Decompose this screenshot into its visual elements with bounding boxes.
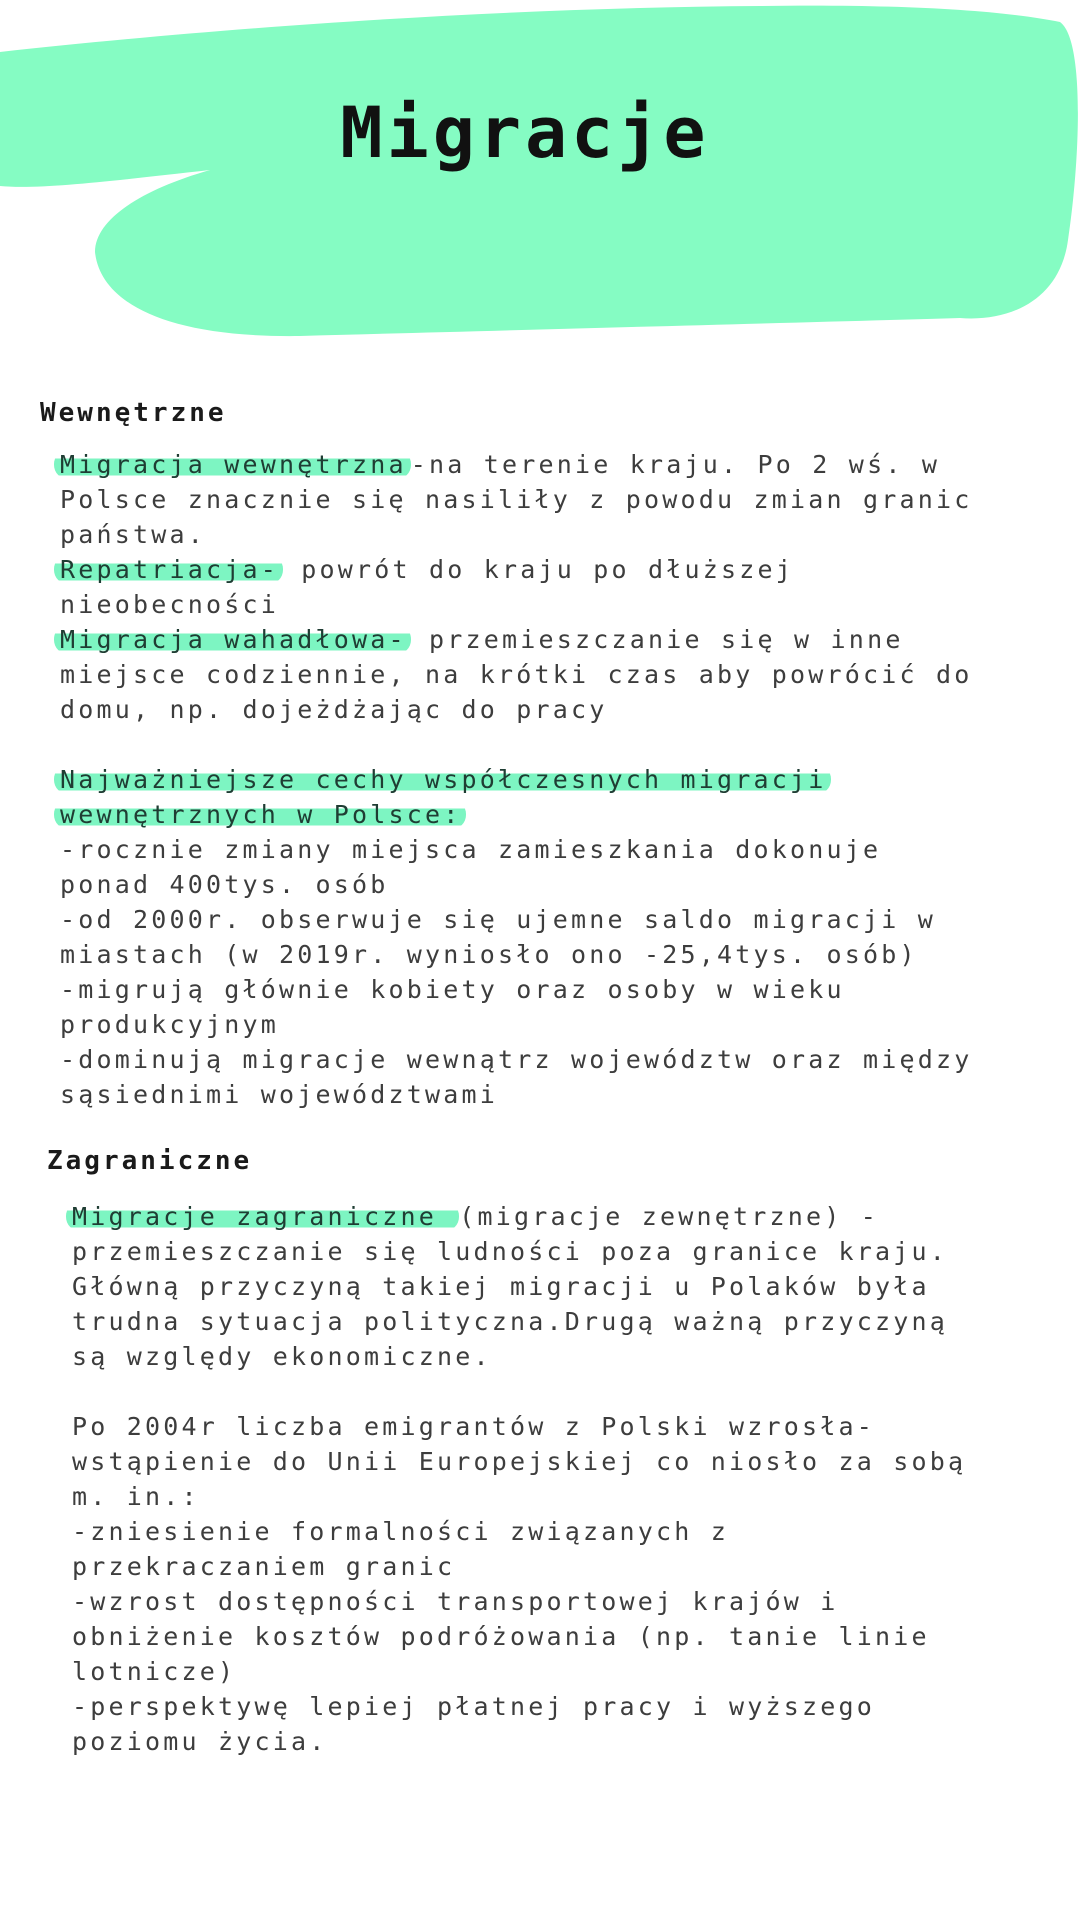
text-line: są względy ekonomiczne. bbox=[72, 1342, 492, 1371]
features-title-highlight: wewnętrznych w Polsce: bbox=[54, 800, 466, 829]
definition-repatriation: Repatriacja- powrót do kraju po dłuższej bbox=[60, 552, 973, 587]
features-title-highlight: Najważniejsze cechy współczesnych migracji bbox=[54, 765, 831, 794]
text-line: wstąpienie do Unii Europejskiej co niosło za sobą bbox=[72, 1447, 967, 1476]
feature-line: -od 2000r. obserwuje się ujemne saldo migracji w bbox=[60, 905, 937, 934]
features-title-line-2 bbox=[60, 797, 973, 832]
features-title-line-1 bbox=[60, 762, 973, 797]
feature-line: produkcyjnym bbox=[60, 1010, 280, 1039]
text-line: obniżenie kosztów podróżowania (np. tanie linie bbox=[72, 1622, 930, 1651]
text-line: trudna sytuacja polityczna.Drugą ważną przyczyną bbox=[72, 1307, 949, 1336]
section-heading-foreign: Zagraniczne bbox=[47, 1146, 253, 1176]
text-line: -zniesienie formalności związanych z bbox=[72, 1517, 730, 1546]
text-line: nieobecności bbox=[60, 590, 280, 619]
text-line: państwa. bbox=[60, 520, 207, 549]
term-highlight: Migracje zagraniczne bbox=[66, 1202, 459, 1231]
text-line: poziomu życia. bbox=[72, 1727, 328, 1756]
definition-internal-migration: Migracja wewnętrzna -na terenie kraju. Po 2 wś. w bbox=[60, 447, 973, 482]
feature-line: miastach (w 2019r. wyniosło ono -25,4tys. osób) bbox=[60, 940, 918, 969]
feature-line: ponad 400tys. osób bbox=[60, 870, 389, 899]
text-line: m. in.: bbox=[72, 1482, 200, 1511]
feature-line: sąsiednimi województwami bbox=[60, 1080, 499, 1109]
text-line: Główną przyczyną takiej migracji u Polaków była bbox=[72, 1272, 930, 1301]
definition-commuting-migration: Migracja wahadłowa- przemieszczanie się w inne bbox=[60, 622, 973, 657]
text-line: Polsce znacznie się nasiliły z powodu zmian granic bbox=[60, 485, 973, 514]
definition-foreign-migration: Migracje zagraniczne (migracje zewnętrzne) - bbox=[72, 1199, 966, 1234]
text-line: -perspektywę lepiej płatnej pracy i wyższego bbox=[72, 1692, 876, 1721]
text-line: domu, np. dojeżdżając do pracy bbox=[60, 695, 608, 724]
text-line: przekraczaniem granic bbox=[72, 1552, 456, 1581]
term-highlight: Migracja wewnętrzna bbox=[54, 450, 411, 479]
internal-definitions bbox=[60, 447, 973, 1112]
term-highlight: Repatriacja- bbox=[54, 555, 283, 584]
feature-line: -migrują głównie kobiety oraz osoby w wieku bbox=[60, 975, 845, 1004]
foreign-definitions bbox=[72, 1199, 966, 1759]
text-line: -wzrost dostępności transportowej krajów i bbox=[72, 1587, 839, 1616]
text-line: miejsce codziennie, na krótki czas aby powrócić do bbox=[60, 660, 973, 689]
feature-line: -rocznie zmiany miejsca zamieszkania dokonuje bbox=[60, 835, 882, 864]
page-title: Migracje bbox=[340, 92, 710, 174]
feature-line: -dominują migracje wewnątrz województw oraz między bbox=[60, 1045, 973, 1074]
text-line: przemieszczanie się ludności poza granice kraju. bbox=[72, 1237, 949, 1266]
text-line: Po 2004r liczba emigrantów z Polski wzrosła- bbox=[72, 1412, 876, 1441]
text-line: lotnicze) bbox=[72, 1657, 237, 1686]
term-highlight: Migracja wahadłowa- bbox=[54, 625, 411, 654]
section-heading-internal: Wewnętrzne bbox=[40, 398, 227, 428]
